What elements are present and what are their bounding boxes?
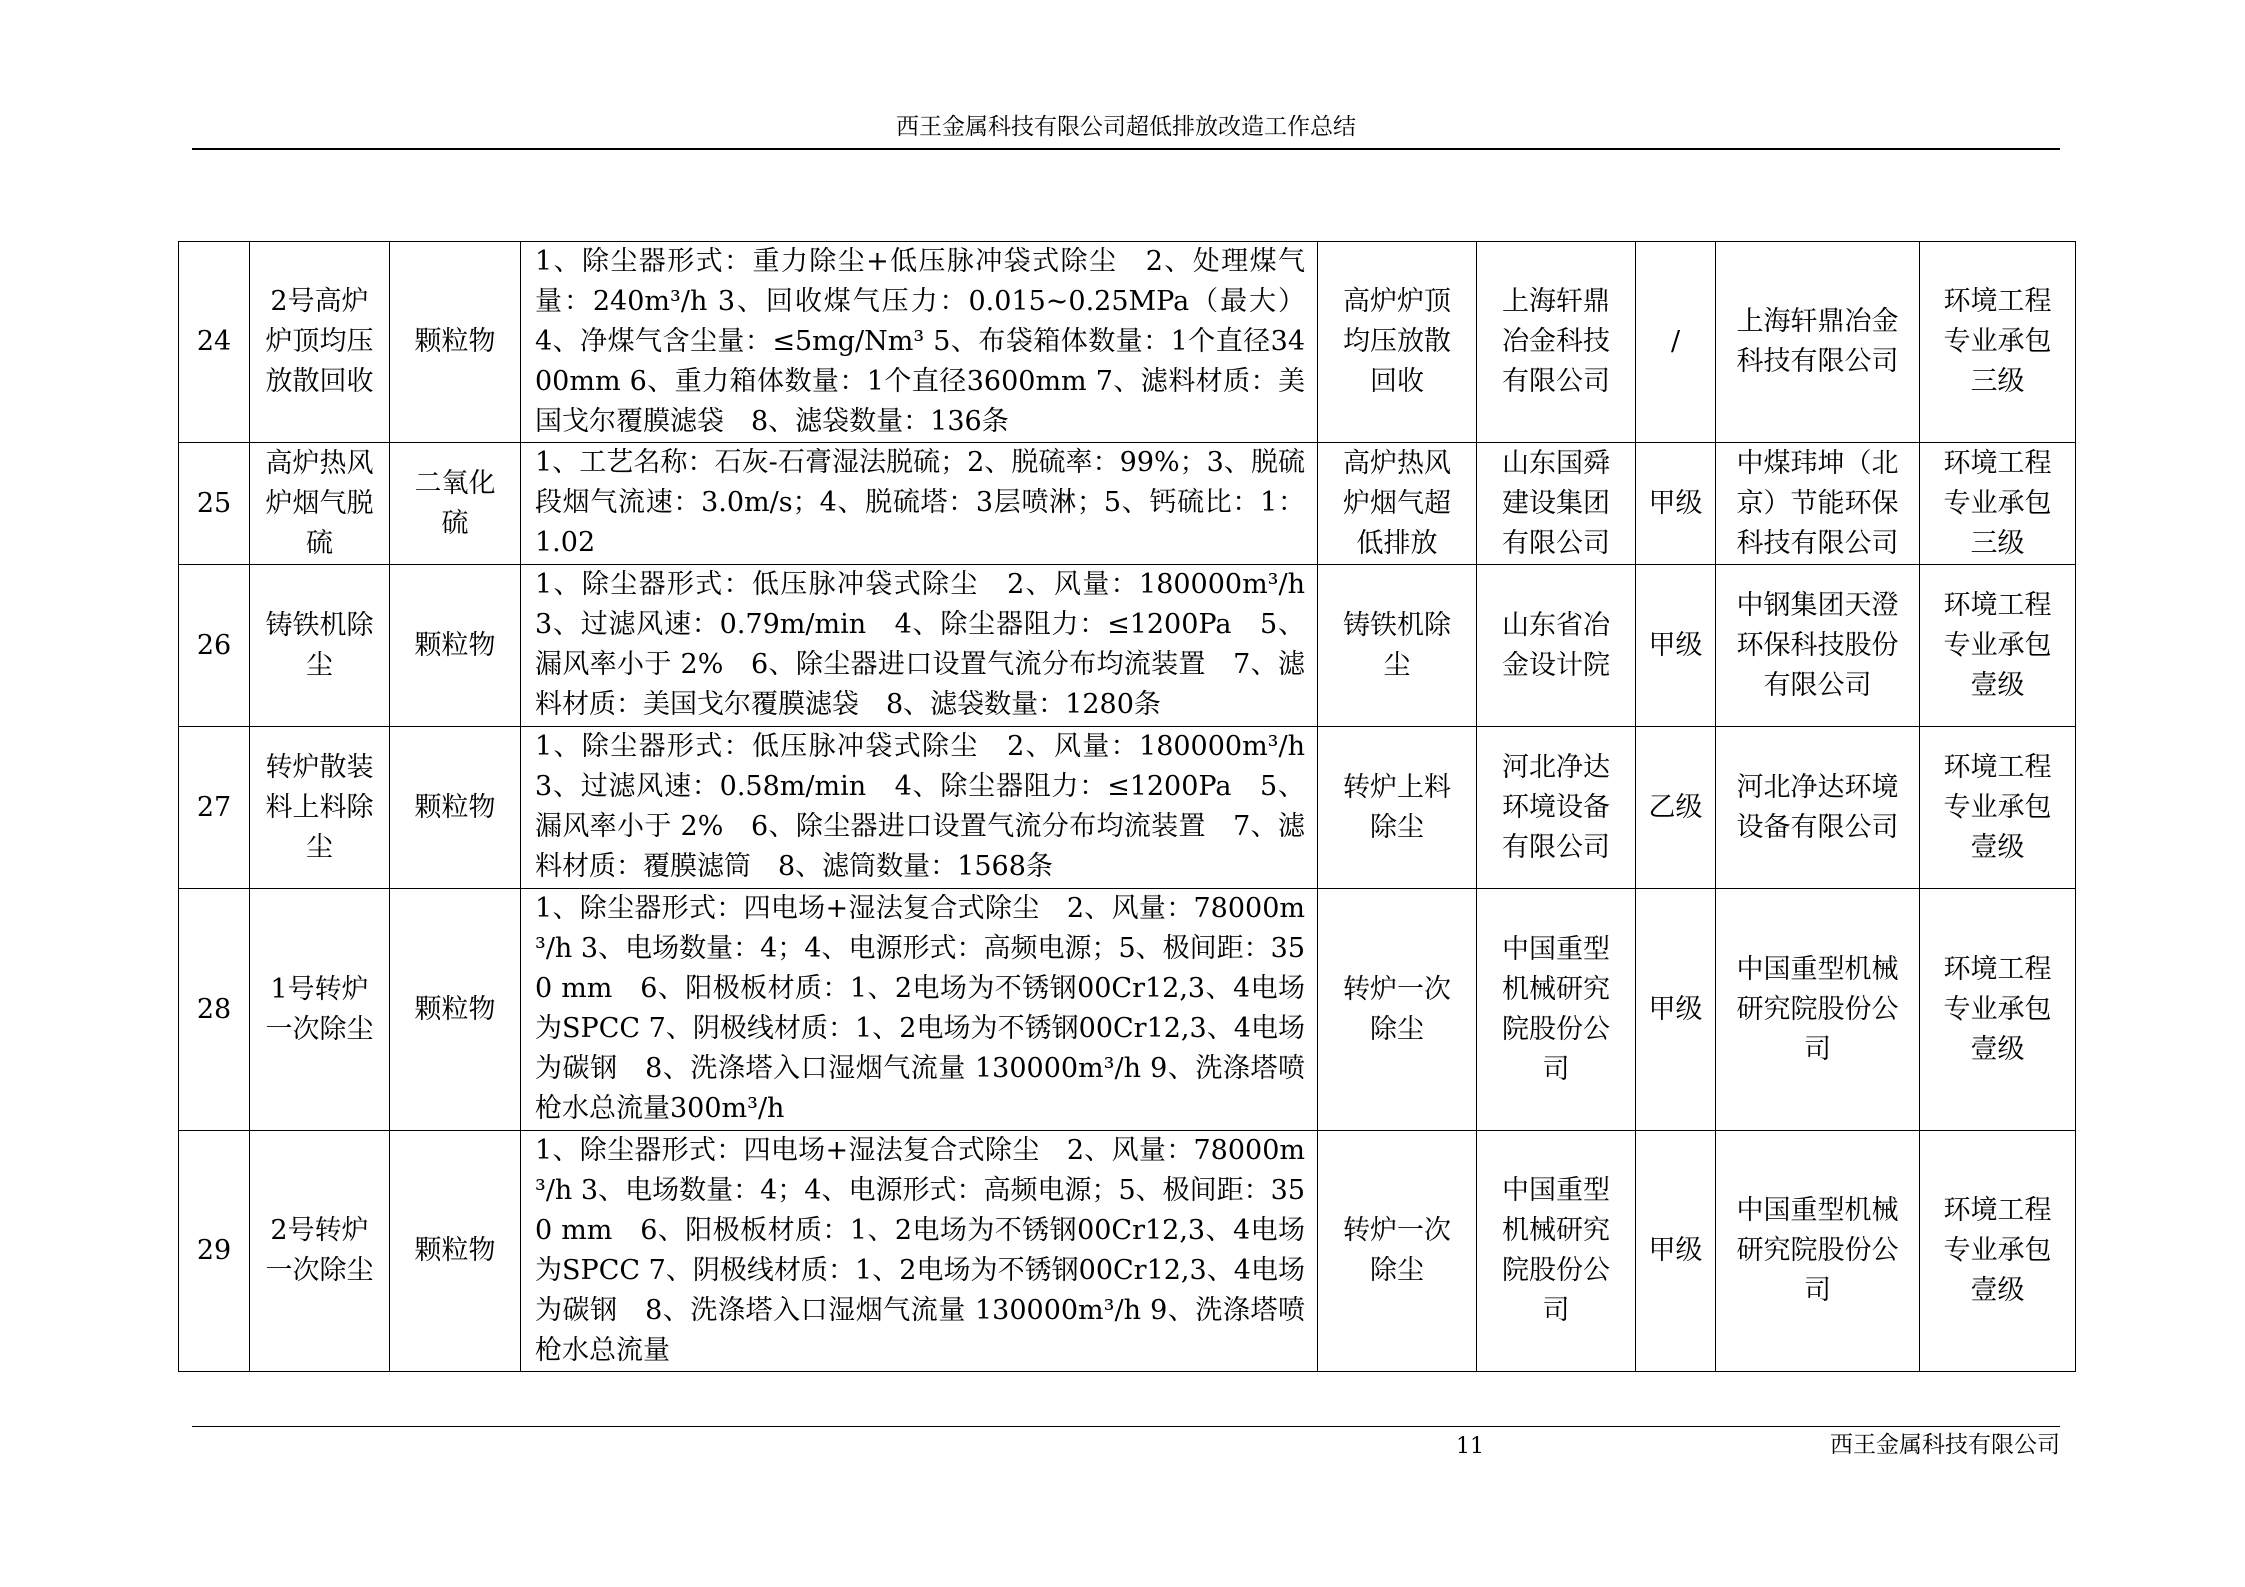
pollutant: 颗粒物 — [390, 727, 521, 889]
project-name: 铸铁机除尘 — [250, 565, 390, 727]
technical-description: 1、工艺名称：石灰-石膏湿法脱硫；2、脱硫率：99%；3、脱硫段烟气流速：3.0m/s；4、脱硫塔：3层喷淋；5、钙硫比：1：1.02 — [521, 443, 1318, 565]
project-table — [178, 241, 2076, 1372]
project-name: 2号高炉炉顶均压放散回收 — [250, 242, 390, 443]
construction-unit: 中煤玮坤（北京）节能环保科技有限公司 — [1716, 443, 1920, 565]
qualification-grade: 乙级 — [1636, 727, 1716, 889]
table-row — [179, 727, 2076, 889]
table-row — [179, 443, 2076, 565]
row-number: 24 — [179, 242, 250, 443]
qualification-grade: 甲级 — [1636, 443, 1716, 565]
project-name: 2号转炉一次除尘 — [250, 1131, 390, 1372]
qualification-grade: 甲级 — [1636, 889, 1716, 1131]
row-number: 25 — [179, 443, 250, 565]
construction-unit: 中国重型机械研究院股份公司 — [1716, 889, 1920, 1131]
design-project: 高炉炉顶均压放散回收 — [1318, 242, 1477, 443]
page-header-title: 西王金属科技有限公司超低排放改造工作总结 — [896, 114, 1356, 140]
header-divider — [192, 148, 2060, 150]
construction-qualification: 环境工程专业承包壹级 — [1920, 889, 2076, 1131]
construction-unit: 中钢集团天澄环保科技股份有限公司 — [1716, 565, 1920, 727]
design-project: 转炉上料除尘 — [1318, 727, 1477, 889]
row-number: 29 — [179, 1131, 250, 1372]
table-row — [179, 242, 2076, 443]
project-name: 1号转炉一次除尘 — [250, 889, 390, 1131]
pollutant: 二氧化硫 — [390, 443, 521, 565]
qualification-grade: 甲级 — [1636, 1131, 1716, 1372]
construction-qualification: 环境工程专业承包壹级 — [1920, 1131, 2076, 1372]
construction-unit: 上海轩鼎冶金科技有限公司 — [1716, 242, 1920, 443]
pollutant: 颗粒物 — [390, 242, 521, 443]
design-unit: 中国重型机械研究院股份公司 — [1477, 889, 1636, 1131]
qualification-grade: / — [1636, 242, 1716, 443]
design-unit: 河北净达环境设备有限公司 — [1477, 727, 1636, 889]
footer-company-name: 西王金属科技有限公司 — [1830, 1432, 2060, 1458]
table-row — [179, 889, 2076, 1131]
construction-qualification: 环境工程专业承包壹级 — [1920, 727, 2076, 889]
construction-unit: 河北净达环境设备有限公司 — [1716, 727, 1920, 889]
pollutant: 颗粒物 — [390, 1131, 521, 1372]
page-number: 11 — [1456, 1434, 1484, 1459]
design-unit: 中国重型机械研究院股份公司 — [1477, 1131, 1636, 1372]
design-project: 转炉一次除尘 — [1318, 1131, 1477, 1372]
technical-description: 1、除尘器形式：四电场+湿法复合式除尘 2、风量：78000m³/h 3、电场数量：4；4、电源形式：高频电源；5、极间距：350 mm 6、阳极板材质：1、2电场为不锈钢00Cr12,3、4电场为SPCC 7、阴极线材质：1、2电场为不锈钢00Cr12,3、4电场为碳钢 8、洗涤塔入口湿烟气流量 130000m³/h 9、洗涤塔喷枪水总流量 — [521, 1131, 1318, 1372]
footer-divider — [192, 1426, 2060, 1427]
qualification-grade: 甲级 — [1636, 565, 1716, 727]
technical-description: 1、除尘器形式：四电场+湿法复合式除尘 2、风量：78000m³/h 3、电场数量：4；4、电源形式：高频电源；5、极间距：350 mm 6、阳极板材质：1、2电场为不锈钢00Cr12,3、4电场为SPCC 7、阴极线材质：1、2电场为不锈钢00Cr12,3、4电场为碳钢 8、洗涤塔入口湿烟气流量 130000m³/h 9、洗涤塔喷枪水总流量300m³/h — [521, 889, 1318, 1131]
design-unit: 上海轩鼎冶金科技有限公司 — [1477, 242, 1636, 443]
design-unit: 山东国舜建设集团有限公司 — [1477, 443, 1636, 565]
construction-qualification: 环境工程专业承包三级 — [1920, 242, 2076, 443]
technical-description: 1、除尘器形式：重力除尘+低压脉冲袋式除尘 2、处理煤气量：240m³/h 3、回收煤气压力：0.015~0.25MPa（最大）4、净煤气含尘量：≤5mg/Nm³ 5、布袋箱体数量：1个直径3400mm 6、重力箱体数量：1个直径3600mm 7、滤料材质：美国戈尔覆膜滤袋 8、滤袋数量：136条 — [521, 242, 1318, 443]
technical-description: 1、除尘器形式：低压脉冲袋式除尘 2、风量：180000m³/h 3、过滤风速：0.58m/min 4、除尘器阻力：≤1200Pa 5、漏风率小于 2% 6、除尘器进口设置气流分布均流装置 7、滤料材质：覆膜滤筒 8、滤筒数量：1568条 — [521, 727, 1318, 889]
table-row — [179, 1131, 2076, 1372]
design-project: 转炉一次除尘 — [1318, 889, 1477, 1131]
project-name: 高炉热风炉烟气脱硫 — [250, 443, 390, 565]
row-number: 27 — [179, 727, 250, 889]
construction-unit: 中国重型机械研究院股份公司 — [1716, 1131, 1920, 1372]
table-row — [179, 565, 2076, 727]
construction-qualification: 环境工程专业承包三级 — [1920, 443, 2076, 565]
pollutant: 颗粒物 — [390, 565, 521, 727]
row-number: 26 — [179, 565, 250, 727]
design-project: 高炉热风炉烟气超低排放 — [1318, 443, 1477, 565]
project-name: 转炉散装料上料除尘 — [250, 727, 390, 889]
construction-qualification: 环境工程专业承包壹级 — [1920, 565, 2076, 727]
pollutant: 颗粒物 — [390, 889, 521, 1131]
design-unit: 山东省冶金设计院 — [1477, 565, 1636, 727]
design-project: 铸铁机除尘 — [1318, 565, 1477, 727]
technical-description: 1、除尘器形式：低压脉冲袋式除尘 2、风量：180000m³/h 3、过滤风速：0.79m/min 4、除尘器阻力：≤1200Pa 5、漏风率小于 2% 6、除尘器进口设置气流分布均流装置 7、滤料材质：美国戈尔覆膜滤袋 8、滤袋数量：1280条 — [521, 565, 1318, 727]
row-number: 28 — [179, 889, 250, 1131]
